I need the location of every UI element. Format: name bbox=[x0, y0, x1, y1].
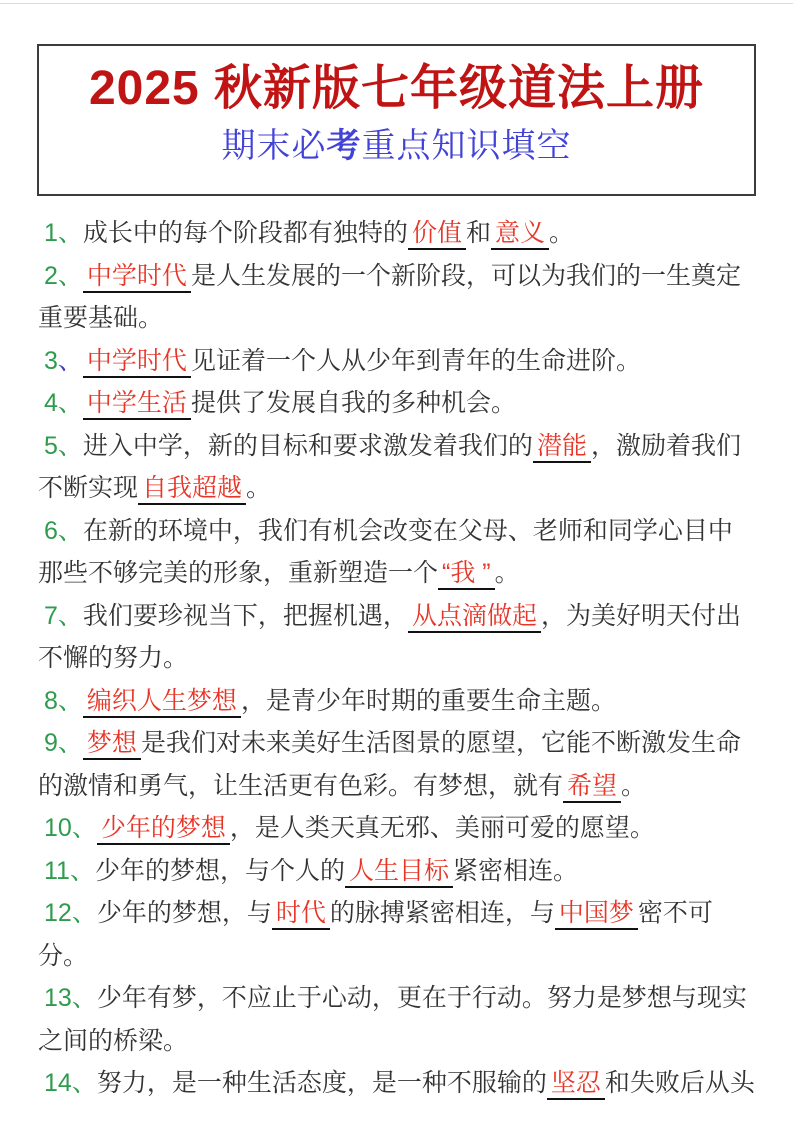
item-number: 3 bbox=[44, 346, 58, 375]
item-number: 2 bbox=[44, 261, 58, 290]
answer-blank: 意义 bbox=[491, 219, 549, 250]
answer-blank: 时代 bbox=[272, 899, 330, 930]
item-text: 少年的梦想，与 bbox=[96, 899, 272, 927]
item-number-separator: 、 bbox=[71, 1069, 97, 1097]
knowledge-item bbox=[38, 850, 757, 893]
answer-blank: 梦想 bbox=[83, 729, 141, 760]
answer-blank: 少年的梦想 bbox=[97, 814, 230, 845]
answer-blank: 编织人生梦想 bbox=[83, 687, 241, 718]
item-number-separator: 、 bbox=[57, 261, 83, 290]
item-number: 13 bbox=[44, 984, 72, 1012]
item-number-separator: 、 bbox=[57, 389, 83, 417]
item-text: 是我们对未来美好生活图景的愿望，它能不断激发生命的激情和勇气，让生活更有色彩。有梦想，就有 bbox=[38, 729, 741, 800]
answer-blank: 潜能 bbox=[533, 432, 591, 463]
knowledge-item bbox=[38, 892, 757, 977]
answer-blank: 中国梦 bbox=[555, 899, 638, 930]
item-text: 紧密相连。 bbox=[453, 856, 579, 885]
page-top-divider bbox=[0, 3, 793, 4]
item-number-separator: 、 bbox=[71, 814, 97, 842]
title-box bbox=[37, 44, 756, 196]
item-number: 10 bbox=[44, 814, 72, 842]
knowledge-list bbox=[38, 212, 757, 1105]
item-text: ，为美好明天付出不懈的努力。 bbox=[38, 601, 741, 672]
item-number-separator: 、 bbox=[57, 601, 83, 630]
page-title: 2025 秋新版七年级道法上册 bbox=[88, 62, 705, 115]
item-number: 11 bbox=[44, 856, 70, 885]
item-number-separator: 、 bbox=[57, 516, 83, 545]
item-text: 少年的梦想，与个人的 bbox=[94, 856, 345, 885]
item-text: 。 bbox=[621, 771, 647, 800]
knowledge-item bbox=[38, 212, 757, 255]
item-number-separator: 、 bbox=[57, 346, 83, 375]
answer-blank: 希望 bbox=[563, 772, 621, 803]
item-number: 14 bbox=[44, 1069, 72, 1097]
item-text: ，是人类天真无邪、美丽可爱的愿望。 bbox=[229, 814, 655, 842]
item-text: 努力，是一种生活态度，是一种不服输的 bbox=[96, 1069, 547, 1097]
item-number: 6 bbox=[44, 516, 58, 545]
item-number: 7 bbox=[44, 601, 58, 630]
item-number: 8 bbox=[44, 686, 58, 715]
answer-blank: 中学生活 bbox=[83, 389, 191, 420]
knowledge-item bbox=[38, 595, 757, 680]
item-text: ，激励着我们不断实现 bbox=[38, 431, 741, 502]
knowledge-item bbox=[38, 977, 757, 1062]
item-number: 12 bbox=[44, 899, 72, 927]
knowledge-item bbox=[38, 722, 757, 807]
item-number: 4 bbox=[44, 389, 58, 417]
item-number-separator: 、 bbox=[57, 431, 83, 460]
item-text: 见证着一个人从少年到青年的生命进阶。 bbox=[190, 346, 641, 375]
answer-blank: 自我超越 bbox=[138, 474, 246, 505]
item-number: 5 bbox=[44, 431, 58, 460]
knowledge-item bbox=[38, 1062, 757, 1105]
item-number-separator: 、 bbox=[57, 219, 83, 247]
item-text: 进入中学，新的目标和要求激发着我们的 bbox=[82, 431, 533, 460]
answer-blank: 中学时代 bbox=[83, 347, 191, 378]
item-number-separator: 、 bbox=[71, 899, 97, 927]
knowledge-item bbox=[38, 382, 757, 425]
item-text: 在新的环境中，我们有机会改变在父母、老师和同学心目中那些不够完美的形象，重新塑造一个 bbox=[38, 516, 733, 587]
item-text: 。 bbox=[494, 559, 520, 587]
item-text: 密不可分。 bbox=[38, 899, 713, 970]
item-number-separator: 、 bbox=[57, 686, 83, 715]
subtitle-text: 重点知识填空 bbox=[361, 128, 572, 165]
item-number: 1 bbox=[44, 219, 58, 247]
answer-blank: 人生目标 bbox=[345, 857, 453, 888]
item-text: 。 bbox=[548, 219, 574, 247]
item-text: 提供了发展自我的多种机会。 bbox=[190, 389, 516, 417]
item-text: 和 bbox=[465, 219, 491, 247]
item-text: 和失败后从头 bbox=[604, 1069, 755, 1097]
item-text: 我们要珍视当下，把握机遇， bbox=[82, 601, 408, 630]
subtitle-text: 期末必 bbox=[221, 128, 327, 165]
answer-blank: 从点滴做起 bbox=[408, 602, 541, 633]
item-text: 是人生发展的一个新阶段，可以为我们的一生奠定重要基础。 bbox=[38, 261, 741, 332]
knowledge-item bbox=[38, 425, 757, 510]
answer-blank: 坚忍 bbox=[547, 1069, 605, 1100]
item-text: ，是青少年时期的重要生命主题。 bbox=[240, 686, 616, 715]
answer-blank: 价值 bbox=[408, 219, 466, 250]
item-number-separator: 、 bbox=[57, 729, 83, 757]
item-text: 少年有梦，不应止于心动，更在于行动。努力是梦想与现实之间的桥梁。 bbox=[38, 984, 747, 1055]
knowledge-item bbox=[38, 340, 757, 383]
item-number-separator: 、 bbox=[71, 984, 97, 1012]
answer-blank: “我 ” bbox=[438, 559, 495, 590]
knowledge-item bbox=[38, 510, 757, 595]
item-number-separator: 、 bbox=[69, 856, 95, 885]
item-text: 成长中的每个阶段都有独特的 bbox=[82, 219, 408, 247]
knowledge-item bbox=[38, 255, 757, 340]
knowledge-item bbox=[38, 807, 757, 850]
item-number: 9 bbox=[44, 729, 58, 757]
item-text: 的脉搏紧密相连，与 bbox=[329, 899, 555, 927]
item-text: 。 bbox=[246, 474, 272, 502]
answer-blank: 中学时代 bbox=[83, 262, 191, 293]
knowledge-item bbox=[38, 680, 757, 723]
page-subtitle bbox=[39, 126, 754, 168]
subtitle-bold-char: 考 bbox=[326, 128, 362, 165]
